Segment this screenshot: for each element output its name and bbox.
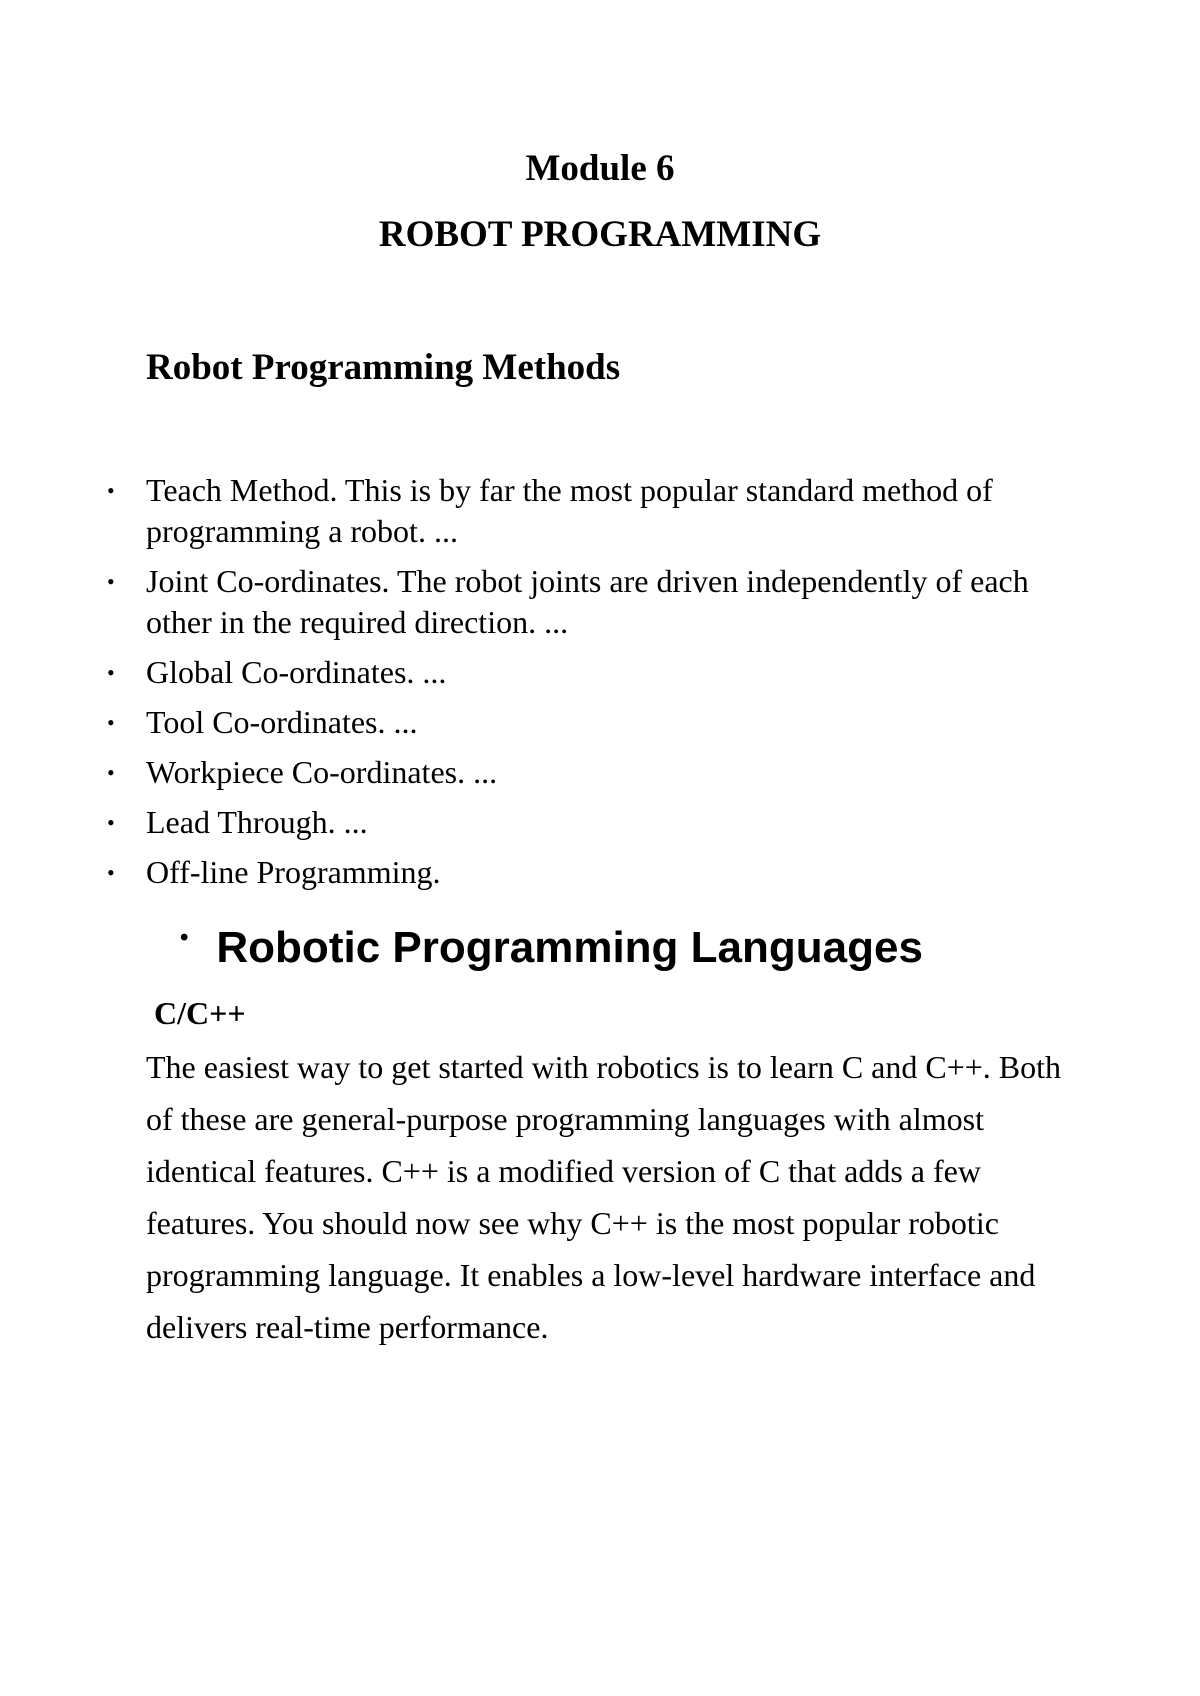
bullet-icon: • — [107, 478, 115, 503]
list-item-text: Off-line Programming. — [146, 854, 441, 890]
module-subtitle: ROBOT PROGRAMMING — [378, 214, 822, 255]
bullet-icon: • — [107, 860, 115, 885]
methods-list — [0, 470, 1200, 902]
list-item-text: Lead Through. ... — [146, 804, 368, 840]
list-item-text: Workpiece Co-ordinates. ... — [146, 754, 498, 790]
bullet-icon: • — [107, 760, 115, 785]
languages-paragraph: The easiest way to get started with robotics is to learn C and C++. Both of these are general-purpose programming languages with almost identical features. C++ is a modified version of C that adds a few features. You should now see why C++ is the most popular robotic programming language. It enables a low-level hardware interface and delivers real-time performance. — [146, 1049, 1062, 1345]
list-item — [0, 852, 1200, 893]
list-item-text: Joint Co-ordinates. The robot joints are driven independently of each other in the required direction. ... — [146, 563, 1029, 640]
list-item — [0, 702, 1200, 743]
bullet-icon: • — [180, 924, 189, 951]
list-item-text: Global Co-ordinates. ... — [146, 654, 447, 690]
methods-section-heading: Robot Programming Methods — [146, 347, 621, 388]
list-item — [0, 561, 1200, 643]
bullet-icon: • — [107, 810, 115, 835]
list-item-text: Tool Co-ordinates. ... — [146, 704, 418, 740]
list-item — [0, 470, 1200, 552]
bullet-icon: • — [107, 660, 115, 685]
list-item — [0, 652, 1200, 693]
languages-subheading: C/C++ — [154, 995, 246, 1031]
bullet-icon: • — [107, 710, 115, 735]
bullet-icon: • — [107, 569, 115, 594]
list-item-text: Teach Method. This is by far the most popular standard method of programming a robot. ... — [146, 472, 993, 549]
list-item — [0, 802, 1200, 843]
list-item — [0, 752, 1200, 793]
languages-section-heading: Robotic Programming Languages — [216, 923, 923, 972]
languages-heading-row — [180, 920, 923, 976]
module-title: Module 6 — [525, 148, 675, 189]
